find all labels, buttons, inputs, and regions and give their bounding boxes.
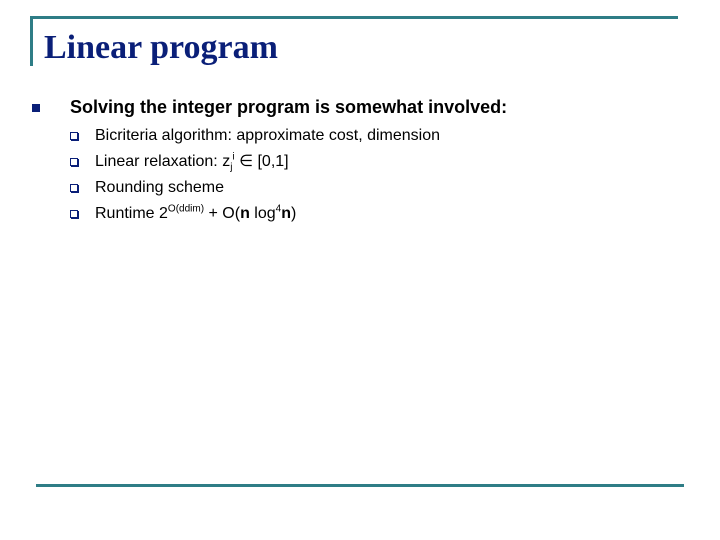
main-bullet-text: Solving the integer program is somewhat involved:	[70, 97, 508, 117]
hollow-square-icon	[70, 210, 78, 218]
runtime-n1: n	[240, 205, 250, 222]
sub-bullet-list	[70, 123, 507, 227]
sub-bullet-runtime	[70, 201, 507, 227]
sub-bullet-bicriteria	[70, 123, 507, 149]
runtime-log: log	[249, 205, 276, 222]
runtime-middle: + O(	[204, 205, 241, 222]
hollow-square-icon	[70, 132, 78, 140]
hollow-square-icon	[70, 158, 78, 166]
rounding-text: Rounding scheme	[95, 179, 224, 196]
runtime-log-exponent: 4	[275, 203, 282, 215]
bicriteria-text: Bicriteria algorithm: approximate cost, dimension	[95, 127, 441, 144]
relaxation-subscript: j	[230, 162, 233, 174]
filled-square-icon	[32, 104, 40, 112]
slide-title: Linear program	[44, 29, 278, 66]
runtime-suffix: )	[290, 205, 297, 222]
runtime-n2: n	[281, 205, 291, 222]
bottom-rule	[36, 484, 684, 487]
bullet-list	[30, 93, 507, 227]
relaxation-prefix: Linear relaxation: z	[95, 153, 231, 170]
frame-top-rule	[30, 16, 678, 19]
hollow-square-icon	[70, 184, 78, 192]
runtime-exponent: O(ddim)	[167, 203, 205, 215]
relaxation-superscript: i	[232, 151, 235, 163]
sub-bullet-relaxation	[70, 149, 507, 175]
sub-bullet-rounding	[70, 175, 507, 201]
relaxation-suffix: ∈ [0,1]	[234, 153, 289, 170]
main-bullet-item	[30, 93, 507, 227]
runtime-prefix: Runtime 2	[95, 205, 168, 222]
frame-left-rule	[30, 16, 33, 66]
